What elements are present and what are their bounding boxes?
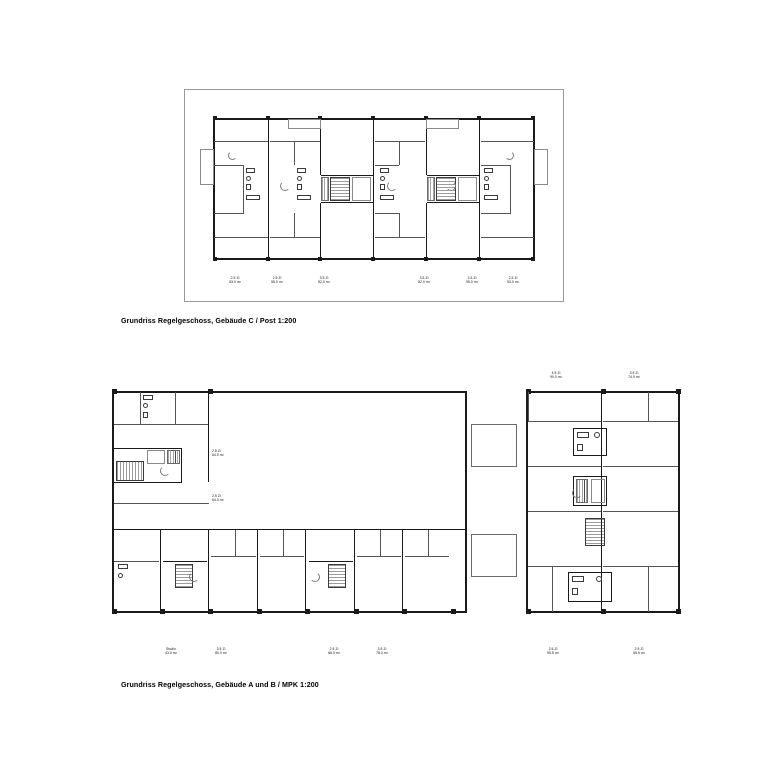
- interior-wall: [375, 141, 425, 142]
- unit-rooms: 3.5 Zi: [629, 371, 639, 375]
- exterior-wall-east: [465, 391, 467, 613]
- courtyard-void: [471, 534, 517, 577]
- interior-wall: [114, 529, 466, 530]
- interior-wall: [603, 566, 678, 567]
- unit-area: 64.0 m²: [212, 453, 224, 458]
- unit-area: 55.0 m²: [466, 280, 478, 285]
- party-wall: [208, 530, 209, 612]
- interior-wall: [260, 556, 304, 557]
- shaft: [427, 177, 435, 201]
- interior-wall: [270, 237, 320, 238]
- unit-label: [495, 276, 531, 284]
- unit-rooms: 3.5 Zi: [216, 647, 226, 651]
- interior-wall: [528, 392, 529, 421]
- interior-wall: [294, 213, 295, 237]
- door-swing: [310, 572, 320, 582]
- interior-wall: [375, 213, 399, 214]
- interior-wall: [375, 237, 425, 238]
- party-wall: [160, 530, 161, 612]
- column: [526, 609, 531, 614]
- kitchen-counter: [297, 195, 311, 200]
- party-wall: [268, 119, 269, 259]
- staircase: [328, 564, 346, 588]
- unit-area: 90.0 m²: [550, 375, 562, 380]
- unit-rooms: 4.5 Zi: [551, 371, 561, 375]
- interior-wall: [214, 237, 268, 238]
- unit-rooms: 2.5 Zi: [272, 276, 282, 280]
- toilet-fixture: [297, 184, 302, 190]
- interior-wall: [283, 530, 284, 556]
- sink-fixture: [143, 403, 148, 408]
- balcony: [200, 149, 214, 185]
- unit-area: 74.0 m²: [628, 375, 640, 380]
- party-wall: [354, 530, 355, 612]
- interior-wall: [481, 213, 511, 214]
- bathtub-fixture: [380, 168, 389, 173]
- interior-wall: [175, 392, 176, 424]
- column: [112, 389, 117, 394]
- column: [531, 257, 535, 261]
- unit-label: [406, 276, 442, 284]
- door-swing: [446, 181, 456, 191]
- core-wall: [427, 175, 479, 176]
- unit-area: 64.0 m²: [212, 498, 224, 503]
- unit-area: 55.0 m²: [271, 280, 283, 285]
- party-wall: [373, 119, 374, 259]
- interior-wall: [399, 141, 400, 165]
- interior-wall: [114, 424, 209, 425]
- door-swing: [160, 466, 170, 476]
- unit-rooms: Studio: [166, 647, 176, 651]
- exterior-wall-east: [533, 118, 535, 260]
- unit-label: [203, 647, 239, 655]
- interior-wall: [481, 165, 511, 166]
- sink-fixture: [380, 176, 385, 181]
- interior-wall: [481, 237, 534, 238]
- unit-label: [212, 449, 248, 457]
- party-wall: [479, 119, 480, 259]
- column: [451, 609, 456, 614]
- core-wall: [427, 202, 479, 203]
- interior-wall: [428, 530, 429, 556]
- staircase: [585, 518, 605, 546]
- unit-rooms: 3.5 Zi: [319, 276, 329, 280]
- interior-wall: [528, 566, 601, 567]
- elevator-shaft: [147, 450, 165, 464]
- door-swing: [387, 181, 397, 191]
- interior-wall: [294, 141, 295, 165]
- unit-area: 55.5 m²: [547, 651, 559, 656]
- door-swing: [572, 488, 582, 498]
- interior-wall: [114, 503, 209, 504]
- interior-wall: [114, 561, 159, 562]
- bathtub-fixture: [297, 168, 306, 173]
- unit-rooms: 2.5 Zi: [548, 647, 558, 651]
- unit-area: 68.0 m²: [328, 651, 340, 656]
- interior-wall: [528, 466, 601, 467]
- unit-label: [621, 647, 657, 655]
- unit-label: [535, 647, 571, 655]
- bathtub-fixture: [572, 576, 584, 582]
- unit-area: 43.0 m²: [165, 651, 177, 656]
- loggia: [426, 119, 459, 129]
- interior-wall: [481, 141, 534, 142]
- unit-rooms: 2.5 Zi: [329, 647, 339, 651]
- core-wall: [321, 202, 373, 203]
- kitchen-counter: [484, 195, 498, 200]
- exterior-wall-north: [112, 391, 467, 393]
- kitchen-counter: [380, 195, 394, 200]
- shaft: [167, 450, 180, 464]
- unit-label: [364, 647, 400, 655]
- sink-fixture: [594, 432, 600, 438]
- column: [676, 389, 681, 394]
- unit-label: [538, 371, 574, 379]
- interior-wall: [603, 421, 678, 422]
- door-swing: [505, 151, 514, 160]
- unit-rooms: 3.5 Zi: [419, 276, 429, 280]
- core-wall: [114, 482, 182, 483]
- unit-label: [306, 276, 342, 284]
- door-swing: [280, 181, 290, 191]
- shaft: [321, 177, 329, 201]
- unit-area: 55.5 m²: [633, 651, 645, 656]
- sink-fixture: [596, 576, 602, 582]
- column: [112, 609, 117, 614]
- unit-rooms: 2.5 Zi: [467, 276, 477, 280]
- caption-building-c-post: Grundriss Regelgeschoss, Gebäude C / Post 1:200: [121, 317, 297, 325]
- interior-wall: [235, 530, 236, 556]
- unit-label: [259, 276, 295, 284]
- unit-area: 82.0 m²: [318, 280, 330, 285]
- column: [213, 116, 217, 120]
- toilet-fixture: [246, 184, 251, 190]
- elevator-shaft: [591, 479, 605, 503]
- loggia: [288, 119, 321, 129]
- interior-wall: [243, 165, 244, 213]
- interior-wall: [603, 466, 678, 467]
- sink-fixture: [484, 176, 489, 181]
- party-wall: [305, 530, 306, 612]
- core-wall: [309, 561, 353, 562]
- exterior-wall-east: [678, 391, 680, 613]
- exterior-wall-south: [112, 611, 467, 613]
- caption-building-a-b-mpk: Grundriss Regelgeschoss, Gebäude A und B / MPK 1:200: [121, 681, 319, 689]
- sink-fixture: [118, 573, 123, 578]
- interior-wall: [399, 213, 400, 237]
- unit-label: [616, 371, 652, 379]
- party-wall: [320, 203, 321, 259]
- toilet-fixture: [380, 184, 385, 190]
- floorplan-building-c-post: [184, 89, 564, 302]
- kitchen-counter: [246, 195, 260, 200]
- party-wall: [257, 530, 258, 612]
- interior-wall: [357, 556, 401, 557]
- unit-rooms: 2.5 Zi: [212, 494, 221, 498]
- unit-label: [212, 494, 248, 502]
- bathtub-fixture: [246, 168, 255, 173]
- unit-area: 80.0 m²: [215, 651, 227, 656]
- staircase: [330, 177, 350, 201]
- sink-fixture: [297, 176, 302, 181]
- toilet-fixture: [572, 588, 578, 595]
- interior-wall: [214, 141, 268, 142]
- unit-rooms: 2.5 Zi: [634, 647, 644, 651]
- balcony: [534, 149, 548, 185]
- unit-label: [316, 647, 352, 655]
- party-wall: [402, 530, 403, 612]
- column: [531, 116, 535, 120]
- interior-wall: [603, 511, 678, 512]
- column: [676, 609, 681, 614]
- party-wall: [426, 203, 427, 259]
- unit-area: 82.0 m²: [418, 280, 430, 285]
- bathtub-fixture: [577, 432, 589, 438]
- interior-wall: [648, 392, 649, 421]
- column: [213, 257, 217, 261]
- interior-wall: [528, 511, 601, 512]
- interior-wall: [140, 392, 141, 424]
- core-wall: [181, 448, 182, 483]
- interior-wall: [214, 165, 244, 166]
- unit-label: [153, 647, 189, 655]
- bathtub-fixture: [484, 168, 493, 173]
- core-wall: [321, 175, 373, 176]
- interior-wall: [270, 141, 320, 142]
- interior-wall: [648, 566, 649, 612]
- exterior-wall-west: [213, 118, 215, 260]
- interior-wall: [510, 165, 511, 213]
- door-swing: [228, 151, 237, 160]
- interior-wall: [405, 556, 449, 557]
- toilet-fixture: [484, 184, 489, 190]
- core-wall: [163, 561, 207, 562]
- courtyard-void: [471, 424, 517, 467]
- elevator-shaft: [458, 177, 477, 201]
- interior-wall: [214, 213, 244, 214]
- unit-rooms: 2.5 Zi: [508, 276, 518, 280]
- toilet-fixture: [143, 412, 148, 418]
- party-wall: [208, 392, 209, 482]
- unit-label: [217, 276, 253, 284]
- sink-fixture: [246, 176, 251, 181]
- unit-area: 53.0 m²: [507, 280, 519, 285]
- door-swing: [189, 572, 199, 582]
- floorplan-building-a-b-mpk: [0, 366, 780, 666]
- core-wall: [114, 448, 182, 449]
- interior-wall: [528, 421, 601, 422]
- staircase: [116, 461, 144, 481]
- bathtub-fixture: [143, 395, 153, 400]
- elevator-shaft: [352, 177, 371, 201]
- interior-wall: [211, 556, 256, 557]
- interior-wall: [552, 566, 553, 612]
- unit-label: [454, 276, 490, 284]
- toilet-fixture: [577, 444, 583, 451]
- unit-rooms: 2.5 Zi: [230, 276, 240, 280]
- kitchen-counter: [118, 564, 128, 569]
- unit-rooms: 2.5 Zi: [212, 449, 221, 453]
- exterior-wall-west: [526, 391, 528, 613]
- interior-wall: [380, 530, 381, 556]
- unit-area: 78.0 m²: [376, 651, 388, 656]
- interior-wall: [375, 165, 399, 166]
- unit-rooms: 3.5 Zi: [377, 647, 387, 651]
- unit-area: 53.0 m²: [229, 280, 241, 285]
